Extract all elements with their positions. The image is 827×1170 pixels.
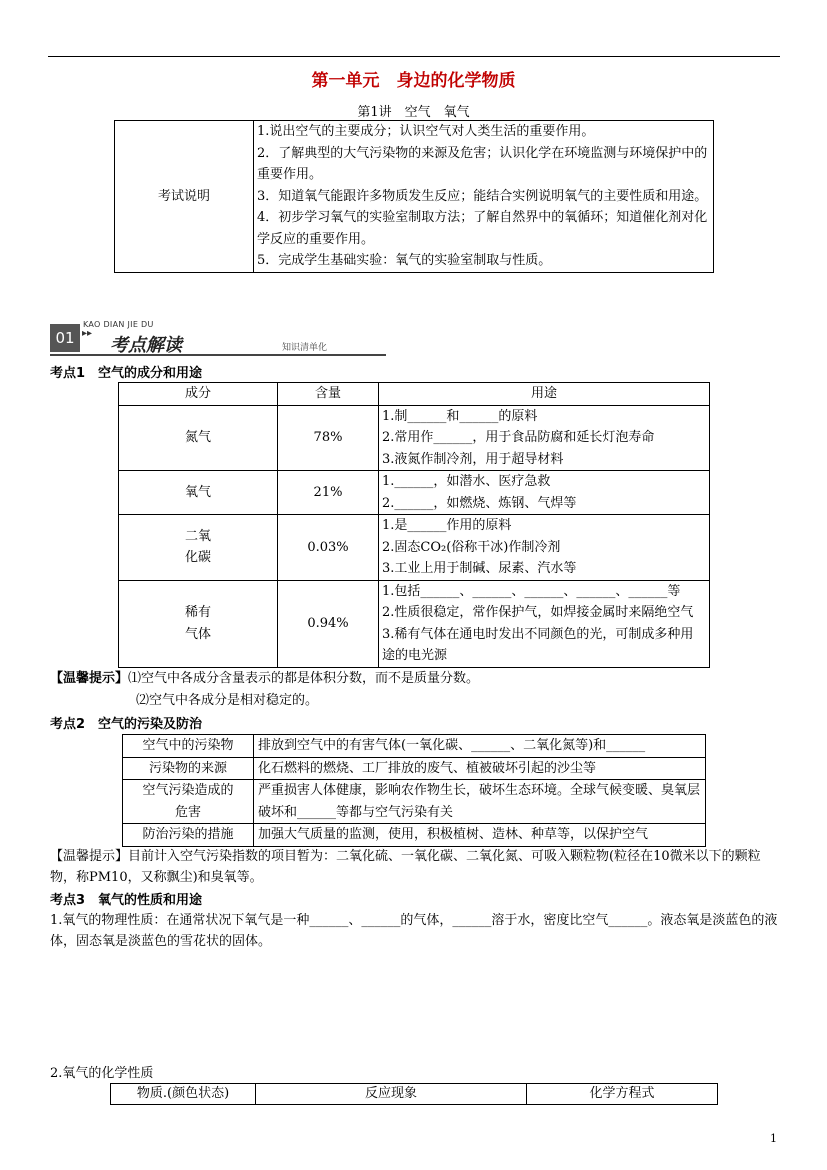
header-cell: 成分 [119,383,278,406]
exam-item: 3．知道氧气能跟许多物质发生反应；能结合实例说明氧气的主要性质和用途。 [257,188,708,204]
use-line: 3.稀有气体在通电时发出不同颜色的光，可制成多种用途的电光源 [382,626,694,663]
name-line: 气体 [184,626,211,642]
component-uses [379,515,710,581]
lesson-subtitle: 第1讲 空气 氧气 [357,105,470,120]
use-line: 1.制______和______的原料 [382,408,538,424]
table-row [119,471,710,515]
component-name: 氧气 [119,471,278,515]
table-header-row [111,1084,718,1105]
oxygen-physical-properties: 1.氧气的物理性质：在通常状况下氧气是一种______、______的气体，______溶于水，密度比空气______。液态氧是淡蓝色的液体，固态氧是淡蓝色的雪花状的固体。 [50,913,778,949]
exam-description-table [114,120,714,273]
air-composition-table [118,382,710,668]
component-name [119,580,278,667]
section-heading-k2: 考点2 空气的污染及防治 [50,717,203,732]
exam-item: 2．了解典型的大气污染物的来源及危害；认识化学在环境监测与环境保护中的重要作用。 [257,145,708,182]
component-amount: 21% [278,471,379,515]
tip-2: ⑵空气中各成分是相对稳定的。 [136,693,319,708]
row-label: 防治污染的措施 [123,824,254,847]
row-value: 排放到空气中的有害气体(一氧化碳、______、二氧化氮等)和______ [254,735,706,758]
header-cell: 物质.(颜色状态) [111,1084,256,1105]
name-line: 化碳 [184,550,211,566]
section-banner [50,320,390,356]
banner-rule [50,354,386,356]
name-line: 稀有 [184,605,211,620]
table-row [119,515,710,581]
exam-label: 考试说明 [115,121,254,273]
table-row [123,824,706,847]
table-header-row [119,383,710,406]
table-row [123,780,706,824]
exam-item: 5．完成学生基础实验：氧气的实验室制取与性质。 [257,253,552,268]
air-pollution-table [122,734,706,847]
banner-number: 01 [50,324,80,352]
use-line: 2.______，如燃烧、炼钢、气焊等 [382,495,577,511]
tip-1 [50,668,479,689]
header-cell: 含量 [278,383,379,406]
row-value: 严重损害人体健康，影响农作物生长，破坏生态环境。全球气候变暖、臭氧层破坏和______等都与空气污染有关 [254,780,706,824]
header-cell: 化学方程式 [527,1084,718,1105]
row-value: 化石燃料的燃烧、工厂排放的废气、植被破坏引起的沙尘等 [254,757,706,780]
exam-item: 4．初步学习氧气的实验室制取方法；了解自然界中的氧循环；知道催化剂对化学反应的重要作用。 [257,210,708,247]
banner-english: KAO DIAN JIE DU [83,320,154,329]
component-amount: 0.94% [278,580,379,667]
table-row [119,405,710,471]
row-label: 污染物的来源 [123,757,254,780]
component-uses [379,405,710,471]
use-line: 1.包括______、______、______、______、______等 [382,583,681,599]
component-uses [379,471,710,515]
table-row [123,757,706,780]
row-label [123,780,254,824]
header-cell: 反应现象 [256,1084,527,1105]
component-amount: 0.03% [278,515,379,581]
label-line: 危害 [174,804,201,820]
row-value: 加强大气质量的监测，使用，积极植树、造林、种草等，以保护空气 [254,824,706,847]
use-line: 3.液氮作制冷剂，用于超导材料 [382,451,564,467]
table-row [123,735,706,758]
label-line: 空气污染造成的 [142,783,234,798]
name-line: 二氧 [184,528,211,544]
tip-pollution: 【温馨提示】目前计入空气污染指数的项目暂为：二氧化硫、一氧化碳、二氧化氮、可吸入颗粒物(粒径在10微米以下的颗粒物，称PM10，又称飘尘)和臭氧等。 [50,849,761,885]
use-line: 2.常用作______，用于食品防腐和延长灯泡寿命 [382,430,655,445]
banner-subtitle: 知识清单化 [282,343,328,353]
banner-title: 考点解读 [110,335,182,356]
tip-text: ⑴空气中各成分含量表示的都是体积分数，而不是质量分数。 [128,671,480,686]
use-line: 2.性质很稳定，常作保护气，如焊接金属时来隔绝空气 [382,605,694,620]
header-cell: 用途 [379,383,710,406]
oxygen-chemical-heading: 2.氧气的化学性质 [50,1066,154,1081]
row-label: 空气中的污染物 [123,735,254,758]
page-number: 1 [770,1132,777,1145]
component-uses [379,580,710,667]
double-arrow-icon: ▸▸ [82,328,93,339]
component-amount: 78% [278,405,379,471]
oxygen-chemical-table [110,1083,718,1105]
exam-item: 1.说出空气的主要成分；认识空气对人类生活的重要作用。 [257,124,595,139]
tip-label: 【温馨提示】 [50,671,129,686]
unit-title: 第一单元 身边的化学物质 [311,71,516,91]
section-heading-k3: 考点3 氧气的性质和用途 [50,893,203,908]
use-line: 3.工业上用于制碱、尿素、汽水等 [382,561,577,576]
table-row [119,580,710,667]
use-line: 1.是______作用的原料 [382,518,512,533]
section-heading-k1: 考点1 空气的成分和用途 [50,366,203,381]
component-name [119,515,278,581]
exam-items [254,121,714,273]
header-rule [48,56,780,57]
use-line: 1.______，如潜水、医疗急救 [382,474,551,489]
use-line: 2.固态CO₂(俗称干冰)作制冷剂 [382,539,561,555]
component-name: 氮气 [119,405,278,471]
